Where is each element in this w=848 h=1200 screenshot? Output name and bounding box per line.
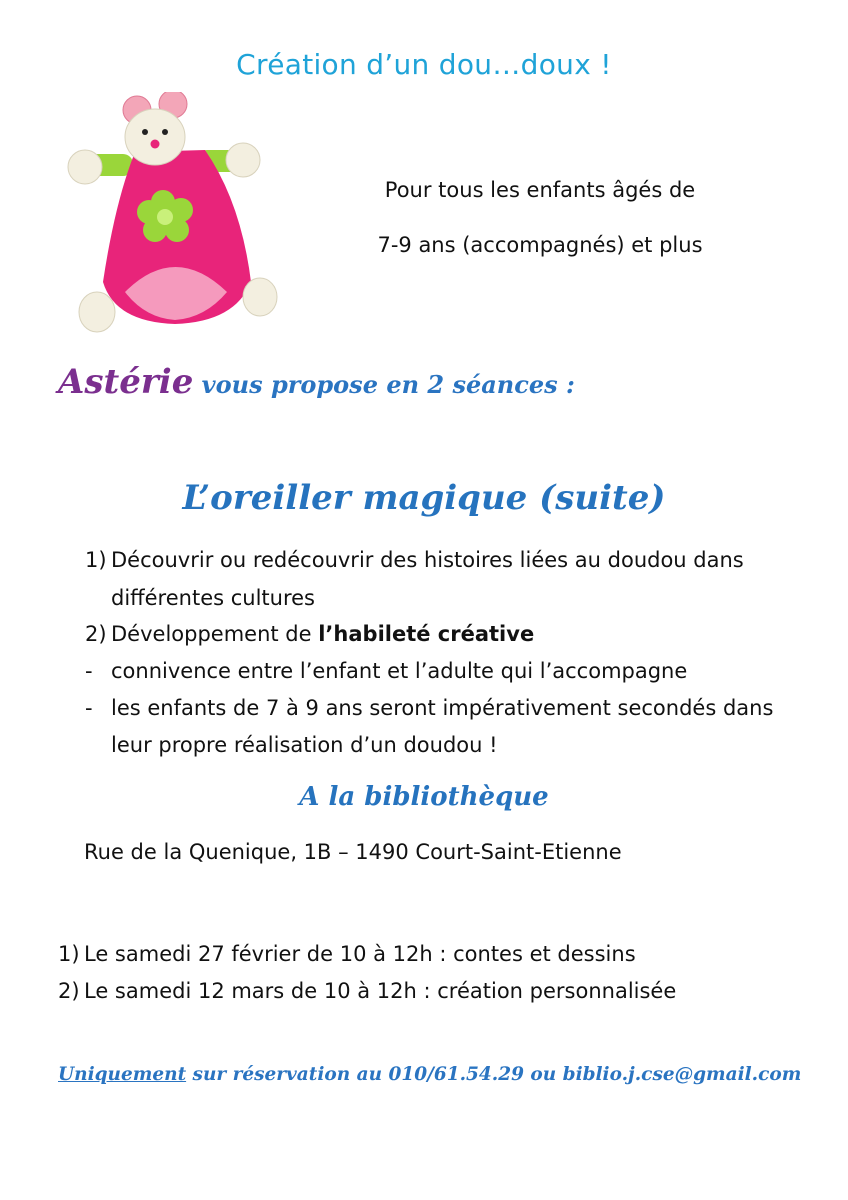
page-title: Création d’un dou…doux ! <box>236 48 612 81</box>
audience-line-2: 7-9 ans (accompagnés) et plus <box>377 233 703 257</box>
toy-left-eye <box>142 129 148 135</box>
audience-line-1: Pour tous les enfants âgés de <box>384 178 696 202</box>
toy-right-foot <box>243 278 277 316</box>
item-marker: 2) <box>85 622 107 646</box>
session-item <box>58 979 676 1003</box>
toy-left-hand <box>68 150 102 184</box>
intro-line <box>58 362 575 402</box>
session-marker: 1) <box>58 942 80 966</box>
toy-head <box>125 109 185 165</box>
item-text: connivence entre l’enfant et l’adulte qui l’accompagne <box>111 659 688 683</box>
item-text: les enfants de 7 à 9 ans seront impérativement secondés dans <box>111 696 774 720</box>
item-marker: - <box>85 659 93 683</box>
list-item-continuation: différentes cultures <box>111 586 315 610</box>
list-item-continuation: leur propre réalisation d’un doudou ! <box>111 733 498 757</box>
session-marker: 2) <box>58 979 80 1003</box>
reservation-contact[interactable]: sur réservation au 010/61.54.29 ou biblio.j.cse@gmail.com <box>186 1064 802 1085</box>
session-item <box>58 942 636 966</box>
address: Rue de la Quenique, 1B – 1490 Court-Saint-Etienne <box>84 840 622 864</box>
reservation-emphasis: Uniquement <box>58 1064 187 1085</box>
event-title: L’oreiller magique (suite) <box>182 478 666 518</box>
item-bold-text: l’habileté créative <box>318 622 535 646</box>
brand-name: Astérie <box>58 362 194 402</box>
item-text: Développement de <box>111 622 319 646</box>
list-item <box>85 548 744 572</box>
intro-text: vous propose en 2 séances : <box>193 370 575 399</box>
toy-right-hand <box>226 143 260 177</box>
toy-left-foot <box>79 292 115 332</box>
session-text: Le samedi 27 février de 10 à 12h : contes et dessins <box>84 942 636 966</box>
list-item <box>85 696 773 720</box>
list-item <box>85 622 534 646</box>
list-item <box>85 659 687 683</box>
item-marker: 1) <box>85 548 107 572</box>
toy-nose <box>151 140 160 149</box>
reservation-note <box>58 1064 801 1085</box>
session-text: Le samedi 12 mars de 10 à 12h : création personnalisée <box>84 979 677 1003</box>
location-heading: A la bibliothèque <box>299 782 549 812</box>
toy-right-eye <box>162 129 168 135</box>
plush-toy-image <box>55 92 290 342</box>
item-text: Découvrir ou redécouvrir des histoires liées au doudou dans <box>111 548 744 572</box>
item-marker: - <box>85 696 93 720</box>
